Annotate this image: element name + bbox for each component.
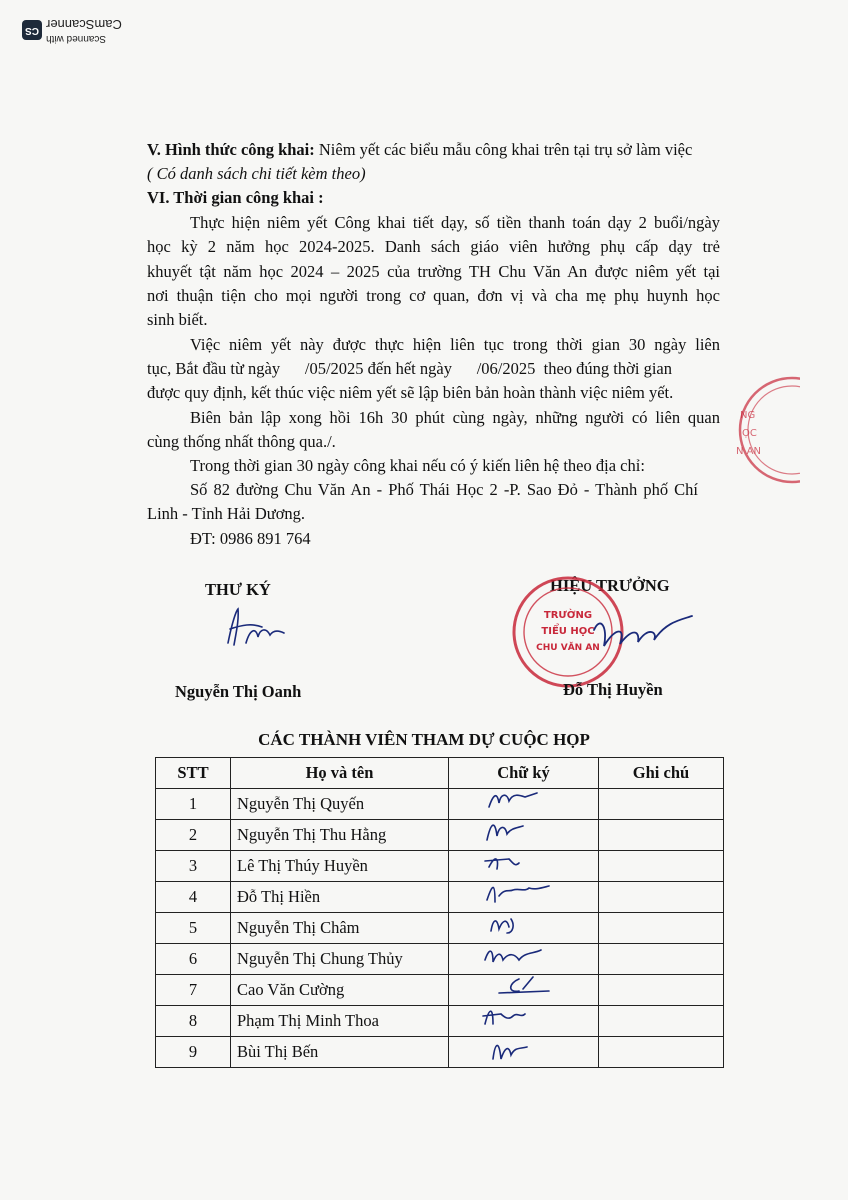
row-name: Bùi Thị Bến	[231, 1037, 449, 1068]
watermark-brand: CamScanner	[46, 17, 122, 32]
section6-p5-line2: Linh - Tỉnh Hải Dương.	[147, 504, 306, 523]
row-name: Nguyễn Thị Châm	[231, 913, 449, 944]
row-stt: 3	[156, 851, 231, 882]
row-stt: 5	[156, 913, 231, 944]
section6-heading: VI. Thời gian công khai :	[147, 188, 324, 207]
row-stt: 8	[156, 1006, 231, 1037]
row-name: Nguyễn Thị Chung Thủy	[231, 944, 449, 975]
table-header-row	[156, 758, 724, 789]
row-name: Đỗ Thị Hiền	[231, 882, 449, 913]
row-signature	[449, 851, 599, 882]
secretary-signature-icon	[222, 603, 292, 653]
stamp-line1: TRƯỜNG	[543, 610, 593, 621]
section6-p2-line2: tục, Bắt đầu từ ngày /05/2025 đến hết ngày /06/2025 theo đúng thời gian	[147, 359, 672, 378]
section5-text: Niêm yết các biểu mẫu công khai trên tại trụ sở làm việc	[318, 140, 693, 159]
watermark-line1: Scanned with	[46, 33, 107, 44]
header-name: Họ và tên	[231, 758, 449, 789]
row-name: Nguyễn Thị Thu Hằng	[231, 820, 449, 851]
table-row	[156, 789, 724, 820]
row-note	[599, 975, 724, 1006]
row-signature	[449, 789, 599, 820]
row-name: Nguyễn Thị Quyến	[231, 789, 449, 820]
row-signature	[449, 1006, 599, 1037]
section6-p2-line1: Việc niêm yết này được thực hiện liên tục trong thời gian 30 ngày liên	[190, 335, 720, 354]
school-stamp-icon	[508, 576, 698, 696]
stamp-line2: TIỂU HỌC	[541, 626, 595, 637]
row-note	[599, 851, 724, 882]
row-stt: 9	[156, 1037, 231, 1068]
section5-heading: V. Hình thức công khai:	[147, 140, 315, 159]
table-row	[156, 851, 724, 882]
svg-text:N AN: N AN	[736, 446, 761, 457]
row-note	[599, 913, 724, 944]
partial-stamp-icon	[730, 370, 800, 500]
row-note	[599, 1037, 724, 1068]
section6-p3-line1: Biên bản lập xong hồi 16h 30 phút cùng ngày, những người có liên quan	[190, 408, 720, 427]
table-row	[156, 882, 724, 913]
header-note: Ghi chú	[599, 758, 724, 789]
svg-text:NG: NG	[740, 410, 756, 421]
table-row	[156, 975, 724, 1006]
section6-p1-line2: học kỳ 2 năm học 2024-2025. Danh sách giáo viên hưởng phụ cấp dạy trẻ	[147, 237, 720, 256]
section6-p1-line5: sinh biết.	[147, 310, 208, 329]
section6-phone: ĐT: 0986 891 764	[190, 529, 311, 548]
section6-p1-line1: Thực hiện niêm yết Công khai tiết dạy, số tiền thanh toán dạy 2 buổi/ngày	[190, 213, 720, 232]
row-note	[599, 1006, 724, 1037]
svg-text:ỌC: ỌC	[742, 428, 757, 439]
secretary-title: THƯ KÝ	[205, 580, 271, 599]
row-signature	[449, 820, 599, 851]
row-stt: 1	[156, 789, 231, 820]
table-row	[156, 1037, 724, 1068]
header-signature: Chữ ký	[449, 758, 599, 789]
row-signature	[449, 975, 599, 1006]
row-stt: 4	[156, 882, 231, 913]
row-signature	[449, 1037, 599, 1068]
row-name: Lê Thị Thúy Huyền	[231, 851, 449, 882]
row-note	[599, 789, 724, 820]
row-note	[599, 820, 724, 851]
principal-name: Đỗ Thị Huyền	[563, 680, 663, 699]
handwritten-signature-icon	[449, 1033, 589, 1069]
table-row	[156, 944, 724, 975]
table-row	[156, 820, 724, 851]
row-note	[599, 944, 724, 975]
row-stt: 2	[156, 820, 231, 851]
section5-line	[147, 139, 692, 161]
principal-title: HIỆU TRƯỞNG	[550, 576, 670, 595]
section6-p2-line3: được quy định, kết thúc việc niêm yết sẽ lập biên bản hoàn thành việc niêm yết.	[147, 383, 674, 402]
camscanner-watermark	[18, 14, 140, 46]
table-title: CÁC THÀNH VIÊN THAM DỰ CUỘC HỌP	[258, 730, 590, 749]
row-name: Phạm Thị Minh Thoa	[231, 1006, 449, 1037]
camscanner-logo-icon: CS	[22, 20, 42, 40]
section6-p4: Trong thời gian 30 ngày công khai nếu có ý kiến liên hệ theo địa chỉ:	[190, 456, 645, 475]
row-signature	[449, 913, 599, 944]
members-table	[155, 757, 724, 1068]
section6-p1-line3: khuyết tật năm học 2024 – 2025 của trường TH Chu Văn An được niêm yết tại	[147, 262, 720, 281]
table-row	[156, 1006, 724, 1037]
row-stt: 6	[156, 944, 231, 975]
section5-note: ( Có danh sách chi tiết kèm theo)	[147, 164, 366, 183]
header-stt: STT	[156, 758, 231, 789]
row-signature	[449, 944, 599, 975]
row-stt: 7	[156, 975, 231, 1006]
section6-p3-line2: cùng thống nhất thông qua./.	[147, 432, 336, 451]
section6-p1-line4: nơi thuận tiện cho mọi người trong cơ quan, đơn vị và cha mẹ phụ huynh học	[147, 286, 720, 305]
row-signature	[449, 882, 599, 913]
stamp-line3: CHU VĂN AN	[536, 643, 600, 653]
row-name: Cao Văn Cường	[231, 975, 449, 1006]
table-row	[156, 913, 724, 944]
section6-p5-line1: Số 82 đường Chu Văn An - Phố Thái Học 2 -P. Sao Đỏ - Thành phố Chí	[190, 480, 698, 499]
secretary-name: Nguyễn Thị Oanh	[175, 682, 302, 701]
row-note	[599, 882, 724, 913]
